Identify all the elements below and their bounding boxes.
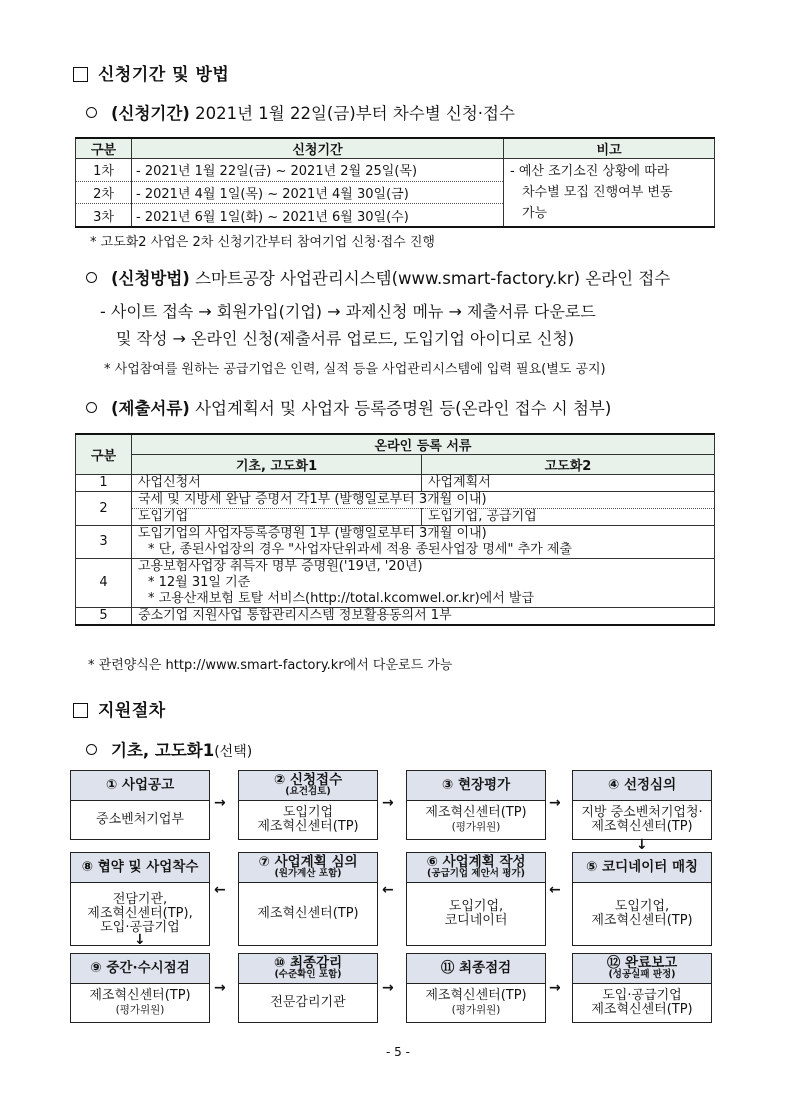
circle-bullet-icon xyxy=(86,272,97,283)
period-cell: - 2021년 4월 1일(목) ~ 2021년 4월 30일(금) xyxy=(132,181,504,204)
flow-step-body: 지방 중소벤처기업청· 제조혁신센터(TP) xyxy=(581,805,703,834)
section-title-procedure: 지원절차 xyxy=(73,696,166,721)
remark-cell: - 예산 조기소진 상황에 따라 차수별 모집 진행여부 변동 가능 xyxy=(504,159,715,228)
arrow-left-icon: ← xyxy=(382,882,394,898)
round-cell: 3차 xyxy=(76,204,132,227)
arrow-right-icon: → xyxy=(549,980,561,996)
flow-step-body: 전문감리기관 xyxy=(270,995,346,1010)
doc-cell: 사업계획서 xyxy=(422,475,715,492)
flow-step-5 xyxy=(572,852,712,946)
flow-step-body: 전담기관, 제조혁신센터(TP), 도입·공급기업 xyxy=(87,892,193,935)
method-step-line1: - 사이트 접속 → 회원가입(기업) → 과제신청 메뉴 → 제출서류 다운로드 xyxy=(100,302,596,321)
section-title-application: 신청기간 및 방법 xyxy=(73,60,229,85)
th-gododwa2: 고도화2 xyxy=(422,455,715,475)
doc-cell: 고용보험사업장 취득자 명부 증명원('19년, '20년) * 12월 31일 기준 * 고용산재보험 토탈 서비스(http://total.kcomwel.or.kr)에서 발급 xyxy=(132,559,715,608)
flow-step-title: ① 사업공고 xyxy=(71,771,209,801)
doc-no: 1 xyxy=(76,475,132,492)
doc-no: 3 xyxy=(76,526,132,559)
flow-step-12 xyxy=(572,953,712,1023)
round-cell: 2차 xyxy=(76,181,132,204)
doc-cell: 도입기업, 공급기업 xyxy=(422,509,715,526)
flow-step-title: ② 신청접수 (요건검토) xyxy=(239,771,377,801)
note-gododwa2: * 고도화2 사업은 2차 신청기간부터 참여기업 신청·접수 진행 xyxy=(90,235,435,250)
flow-step-11 xyxy=(406,953,546,1023)
doc-no: 4 xyxy=(76,559,132,608)
flow-step-title: ⑥ 사업계획 작성 (공급기업 제안서 평가) xyxy=(407,853,545,883)
checkbox-square-icon xyxy=(73,703,88,718)
period-table xyxy=(75,137,715,228)
doc-no: 2 xyxy=(76,492,132,526)
method-line: (신청방법) 스마트공장 사업관리시스템(www.smart-factory.kr) 온라인 접수 xyxy=(86,265,670,289)
flow-step-1 xyxy=(70,770,210,840)
method-step-line2: 및 작성 → 온라인 신청(제출서류 업로드, 도입기업 아이디로 신청) xyxy=(116,329,575,348)
flow-step-6 xyxy=(406,852,546,946)
flow-step-body: 제조혁신센터(TP) (평가위원) xyxy=(425,805,527,833)
flow-step-title: ⑨ 중간·수시점검 xyxy=(71,954,209,984)
flow-step-body: 중소벤처기업부 xyxy=(96,812,184,827)
th-remark: 비고 xyxy=(504,138,715,159)
flow-step-9 xyxy=(70,953,210,1023)
flow-step-title: ⑫ 완료보고 (성공실패 판정) xyxy=(573,954,711,984)
docs-line: (제출서류) 사업계획서 및 사업자 등록증명원 등(온라인 접수 시 첨부) xyxy=(86,395,611,419)
doc-cell: 국세 및 지방세 완납 증명서 각1부 (발행일로부터 3개월 이내) xyxy=(132,492,715,509)
flow-step-10 xyxy=(238,953,378,1023)
page-number: - 5 - xyxy=(386,1045,410,1059)
doc-cell: 도입기업 xyxy=(132,509,422,526)
flow-step-7 xyxy=(238,852,378,946)
arrow-down-icon: ↓ xyxy=(134,932,146,948)
flow-step-4 xyxy=(572,770,712,840)
th-period: 신청기간 xyxy=(132,138,504,159)
th-gubun: 구분 xyxy=(76,434,132,475)
flow-step-title: ⑧ 협약 및 사업착수 xyxy=(71,853,209,883)
flow-step-2 xyxy=(238,770,378,840)
doc-no: 5 xyxy=(76,608,132,626)
th-gubun: 구분 xyxy=(76,138,132,159)
arrow-right-icon: → xyxy=(214,980,226,996)
th-basic: 기초, 고도화1 xyxy=(132,455,422,475)
arrow-right-icon: → xyxy=(382,795,394,811)
doc-cell: 도입기업의 사업자등록증명원 1부 (발행일로부터 3개월 이내) * 단, 종된사업장의 경우 "사업자단위과세 적용 종된사업장 명세" 추가 제출 xyxy=(132,526,715,559)
period-cell: - 2021년 1월 22일(금) ~ 2021년 2월 25일(목) xyxy=(132,159,504,182)
round-cell: 1차 xyxy=(76,159,132,182)
arrow-right-icon: → xyxy=(549,795,561,811)
arrow-right-icon: → xyxy=(382,980,394,996)
flow-step-body: 도입기업, 제조혁신센터(TP) xyxy=(591,899,693,928)
flow-step-title: ③ 현장평가 xyxy=(407,771,545,801)
flow-step-title: ④ 선정심의 xyxy=(573,771,711,801)
flow-step-body: 도입·공급기업 제조혁신센터(TP) xyxy=(591,988,693,1017)
flow-step-title: ⑪ 최종점검 xyxy=(407,954,545,984)
flow-step-body: 제조혁신센터(TP) (평가위원) xyxy=(89,988,191,1016)
flow-step-title: ⑤ 코디네이터 매칭 xyxy=(573,853,711,883)
circle-bullet-icon xyxy=(86,402,97,413)
note-forms: * 관련양식은 http://www.smart-factory.kr에서 다운로드 가능 xyxy=(88,658,453,673)
doc-cell: 사업신청서 xyxy=(132,475,422,492)
arrow-left-icon: ← xyxy=(549,882,561,898)
checkbox-square-icon xyxy=(73,67,88,82)
note-supplier: * 사업참여를 원하는 공급기업은 인력, 실적 등을 사업관리시스템에 입력 필요(별도 공지) xyxy=(104,362,606,377)
doc-cell: 중소기업 지원사업 통합관리시스템 정보활용동의서 1부 xyxy=(132,608,715,626)
flow-step-body: 제조혁신센터(TP) xyxy=(257,906,359,921)
flow-step-body: 도입기업 제조혁신센터(TP) xyxy=(257,805,359,834)
circle-bullet-icon xyxy=(86,107,97,118)
arrow-right-icon: → xyxy=(214,795,226,811)
th-online-docs: 온라인 등록 서류 xyxy=(132,434,715,455)
flow-step-body: 제조혁신센터(TP) (평가위원) xyxy=(425,988,527,1016)
procedure-subtitle: 기초, 고도화1(선택) xyxy=(86,737,252,761)
flow-step-body: 도입기업, 코디네이터 xyxy=(444,899,508,928)
flow-step-title: ⑦ 사업계획 심의 (원가계산 포함) xyxy=(239,853,377,883)
docs-table xyxy=(75,433,715,626)
circle-bullet-icon xyxy=(86,744,97,755)
flow-step-title: ⑩ 최종감리 (수준확인 포함) xyxy=(239,954,377,984)
period-line: (신청기간) 2021년 1월 22일(금)부터 차수별 신청·접수 xyxy=(86,100,515,124)
flow-step-3 xyxy=(406,770,546,840)
period-cell: - 2021년 6월 1일(화) ~ 2021년 6월 30일(수) xyxy=(132,204,504,227)
arrow-left-icon: ← xyxy=(214,882,226,898)
arrow-down-icon: ↓ xyxy=(636,837,648,853)
